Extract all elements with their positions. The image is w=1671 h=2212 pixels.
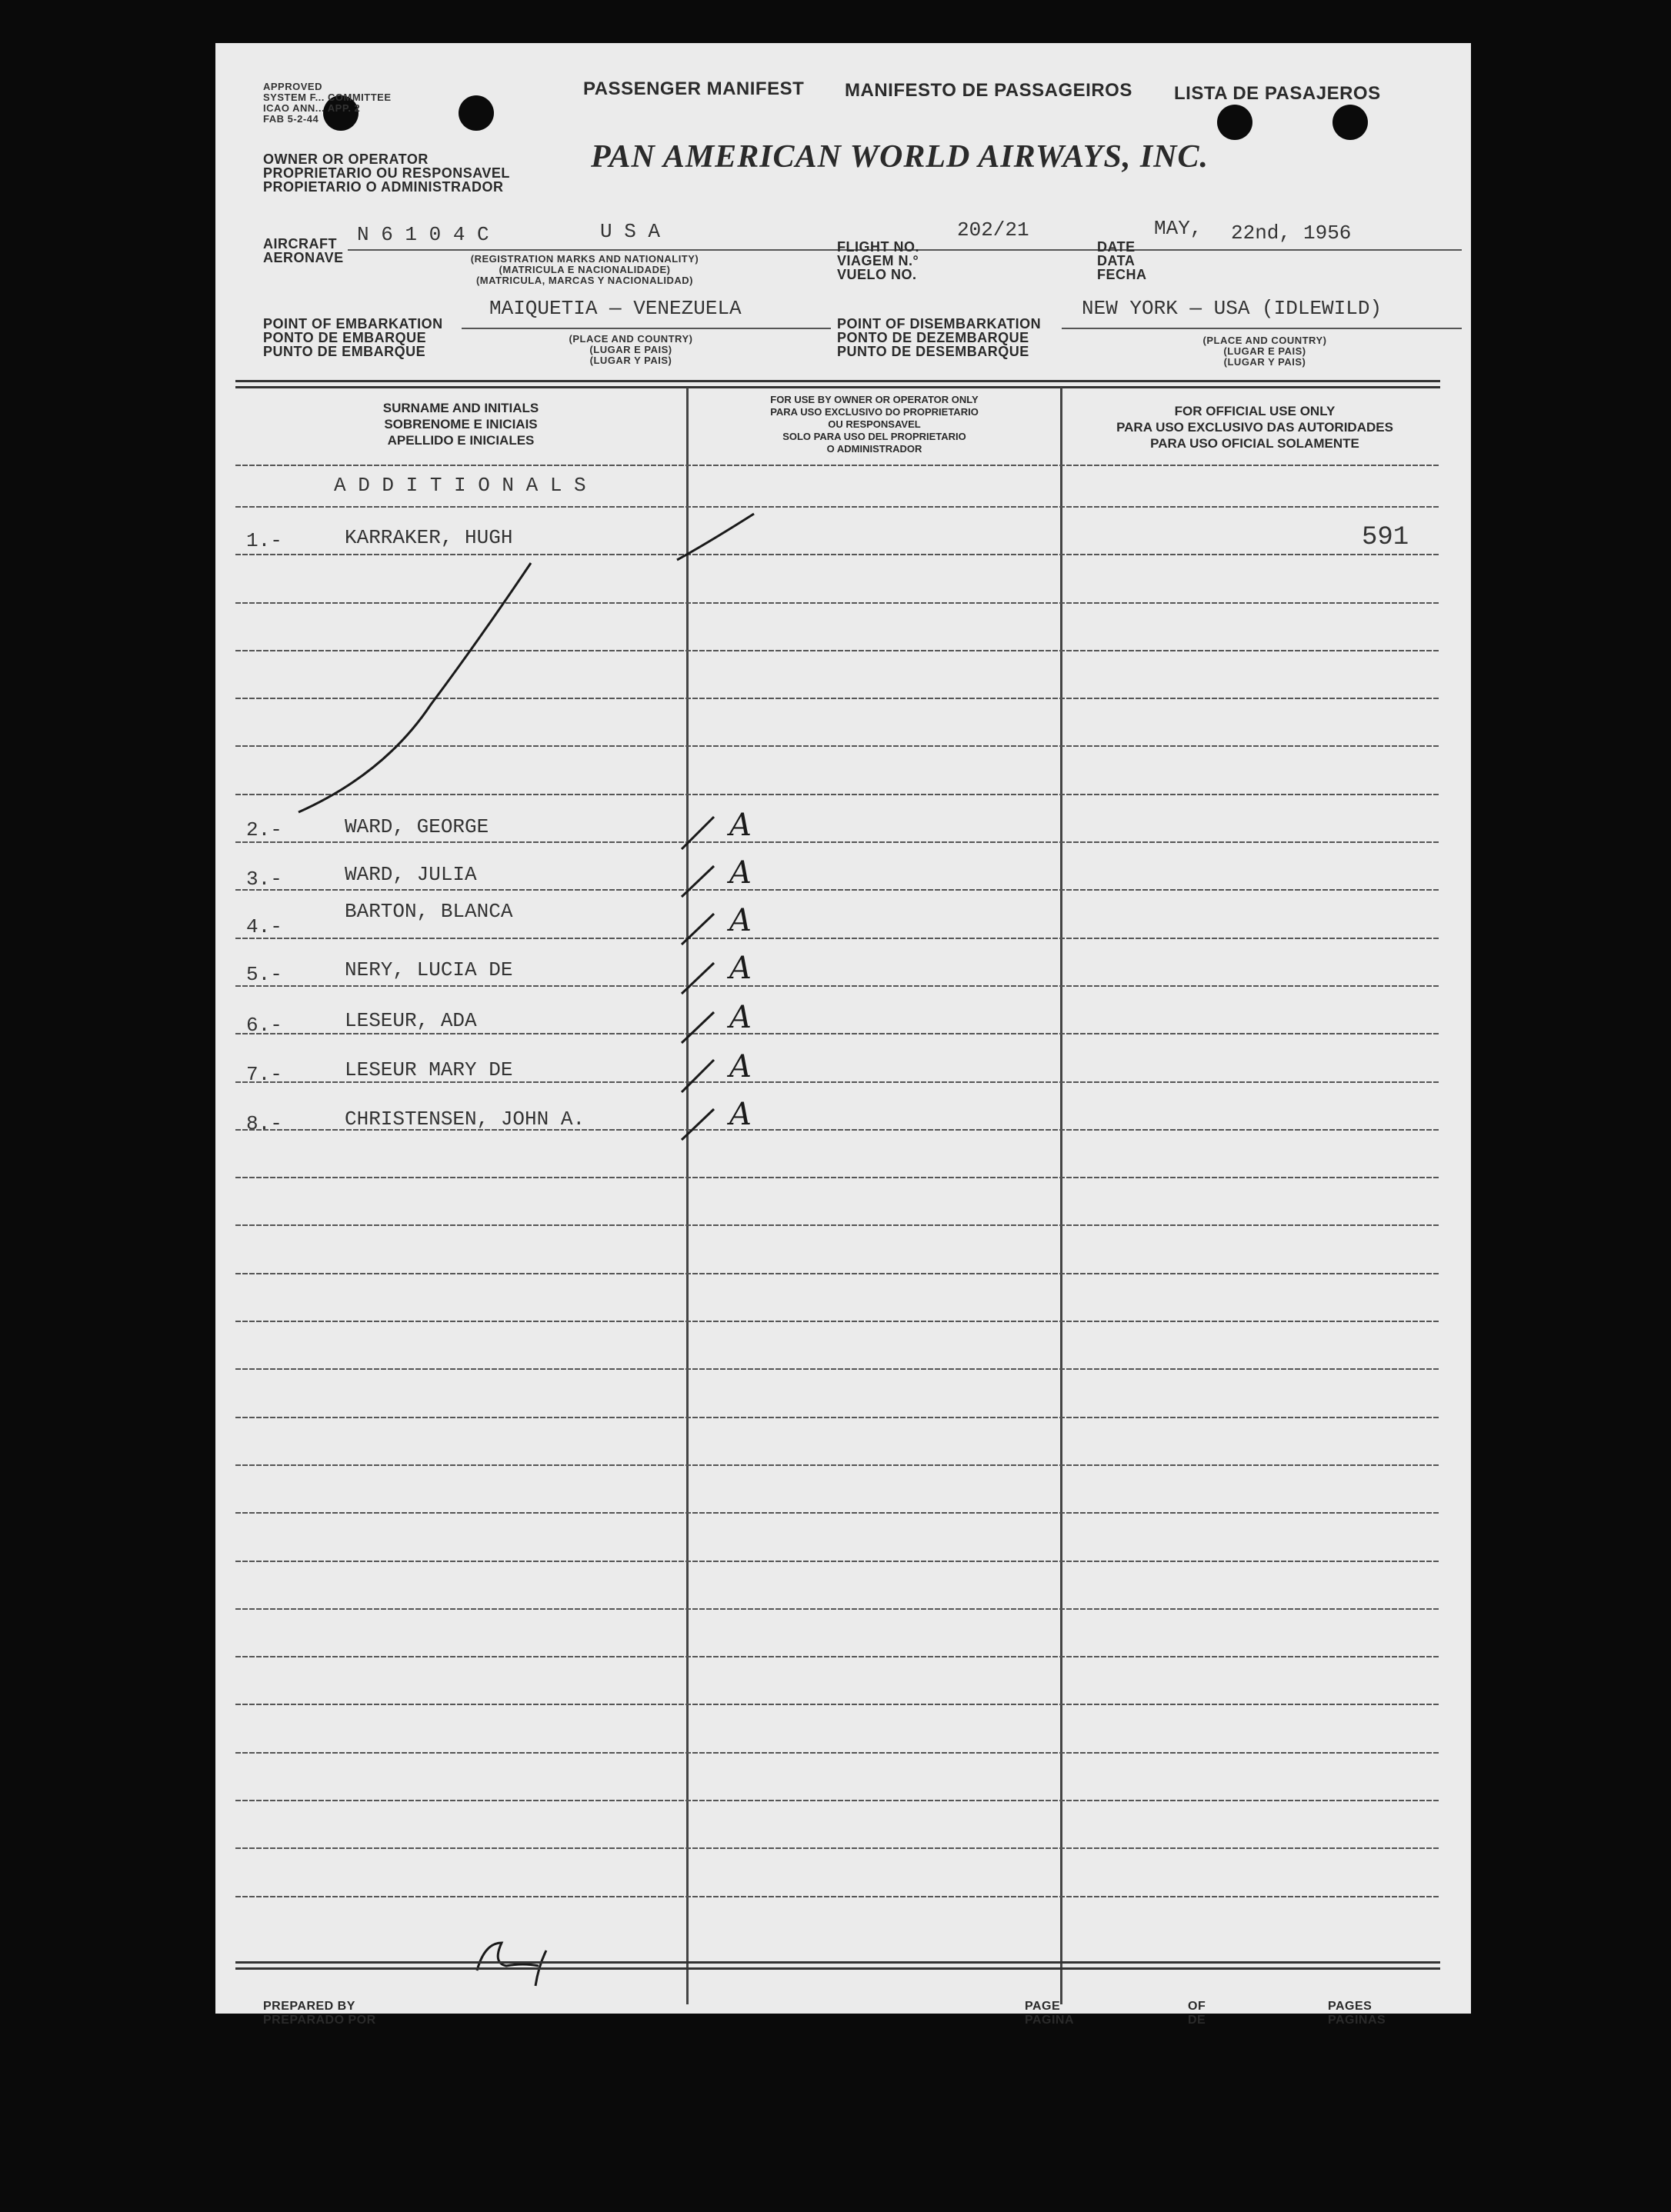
date-month: MAY,: [1154, 217, 1202, 240]
approval-line: FAB 5-2-44: [263, 113, 319, 125]
passenger-name: BARTON, BLANCA: [345, 900, 513, 923]
prepared-by-label: PREPARED BY: [263, 2000, 355, 2013]
pages-labels: [1328, 2000, 1386, 2027]
row-number: 8.-: [246, 1112, 282, 1135]
section-title: A D D I T I O N A L S: [334, 474, 586, 497]
registration-caption-line: (REGISTRATION MARKS AND NATIONALITY): [470, 253, 699, 265]
approval-line: APPROVED: [263, 81, 322, 92]
column-heading-line: FOR OFFICIAL USE ONLY: [1174, 404, 1336, 418]
flight-label: VIAGEM N.°: [837, 253, 919, 268]
owner-label: PROPRIETARIO OU RESPONSAVEL: [263, 165, 510, 181]
check-stroke: [677, 514, 754, 560]
disembarkation-label: PONTO DE DEZEMBARQUE: [837, 330, 1029, 345]
title-portuguese: MANIFESTO DE PASSAGEIROS: [845, 80, 1132, 101]
date-day: 22nd,: [1231, 222, 1292, 245]
aircraft-label: AERONAVE: [263, 250, 344, 265]
embarkation-label: PUNTO DE EMBARQUE: [263, 344, 426, 359]
of-label: DE: [1188, 2014, 1206, 2027]
check-stroke: [682, 1060, 714, 1092]
check-stroke: [682, 817, 714, 849]
column-heading-line: SURNAME AND INITIALS: [382, 401, 539, 415]
embarkation-caption-line: (LUGAR Y PAIS): [589, 355, 672, 366]
pages-label: PAGINAS: [1328, 2014, 1386, 2027]
column-heading-line: APELLIDO E INICIALES: [387, 433, 535, 448]
row-number: 6.-: [246, 1014, 282, 1037]
check-mark: A: [729, 903, 752, 938]
embarkation-caption-line: (LUGAR E PAIS): [589, 344, 672, 355]
owner-label: PROPIETARIO O ADMINISTRADOR: [263, 179, 504, 195]
passenger-name: WARD, JULIA: [345, 863, 477, 886]
date-label: DATA: [1097, 253, 1136, 268]
passenger-name: LESEUR MARY DE: [345, 1058, 513, 1081]
disembarkation-label: PUNTO DE DESEMBARQUE: [837, 344, 1029, 359]
row-number: 7.-: [246, 1063, 282, 1086]
check-stroke: [682, 866, 714, 897]
aircraft-nationality: U S A: [600, 220, 661, 243]
embarkation-caption-line: (PLACE AND COUNTRY): [569, 333, 693, 345]
check-mark: A: [729, 951, 752, 986]
handwritten-strokes: [215, 43, 1471, 2014]
date-year: 1956: [1303, 222, 1352, 245]
row-number: 5.-: [246, 963, 282, 986]
row-number: 2.-: [246, 818, 282, 841]
check-mark: A: [729, 808, 752, 843]
flight-number: 202/21: [957, 218, 1029, 242]
table-bottom-rule: [235, 1967, 1440, 1970]
title-english: PASSENGER MANIFEST: [583, 78, 805, 99]
strike-diagonal: [299, 563, 531, 812]
prepared-by-labels: [263, 2000, 376, 2027]
disembarkation-place: NEW YORK — USA (IDLEWILD): [1082, 297, 1382, 320]
date-label: DATE: [1097, 239, 1136, 255]
passenger-name: LESEUR, ADA: [345, 1009, 477, 1032]
check-stroke: [682, 914, 714, 944]
column-heading-line: PARA USO EXCLUSIVO DAS AUTORIDADES: [1116, 420, 1393, 435]
of-label: OF: [1188, 2000, 1206, 2013]
approval-line: ICAO ANN... APP. 2: [263, 102, 361, 114]
title-spanish: LISTA DE PASAJEROS: [1174, 83, 1381, 104]
aircraft-label: AIRCRAFT: [263, 236, 337, 252]
check-mark: A: [729, 1000, 752, 1035]
disembarkation-label: POINT OF DISEMBARKATION: [837, 316, 1042, 331]
prepared-by-label: PREPARADO POR: [263, 2014, 376, 2027]
flight-label: VUELO NO.: [837, 267, 917, 282]
registration-caption-line: (MATRICULA E NACIONALIDADE): [499, 264, 671, 275]
embarkation-place: MAIQUETIA — VENEZUELA: [489, 297, 742, 320]
passenger-name: KARRAKER, HUGH: [345, 526, 513, 549]
table-bottom-rule: [235, 1961, 1440, 1964]
check-stroke: [682, 1012, 714, 1043]
check-stroke: [682, 963, 714, 994]
passenger-name: CHRISTENSEN, JOHN A.: [345, 1108, 585, 1131]
row-number: 1.-: [246, 529, 282, 552]
check-mark: A: [729, 1097, 752, 1132]
of-labels: [1188, 2000, 1206, 2027]
preparer-initials: [477, 1943, 546, 1986]
passenger-name: NERY, LUCIA DE: [345, 958, 513, 981]
owner-label: OWNER OR OPERATOR: [263, 152, 429, 167]
page-label: PAGINA: [1025, 2014, 1075, 2027]
aircraft-registration: N 6 1 0 4 C: [357, 223, 489, 246]
column-heading-line: SOLO PARA USO DEL PROPRIETARIO: [782, 431, 966, 442]
row-number: 3.-: [246, 868, 282, 891]
registration-caption-line: (MATRICULA, MARCAS Y NACIONALIDAD): [475, 275, 694, 286]
embarkation-label: PONTO DE EMBARQUE: [263, 330, 427, 345]
embarkation-label: POINT OF EMBARKATION: [263, 316, 443, 331]
column-heading-line: PARA USO EXCLUSIVO DO PROPRIETARIO: [770, 406, 979, 418]
column-heading-line: OU RESPONSAVEL: [828, 418, 921, 430]
column-heading-line: FOR USE BY OWNER OR OPERATOR ONLY: [770, 394, 979, 405]
airline-name: PAN AMERICAN WORLD AIRWAYS, INC.: [591, 139, 1209, 175]
passenger-name: WARD, GEORGE: [345, 815, 489, 838]
disembarkation-caption-line: (PLACE AND COUNTRY): [1202, 335, 1327, 346]
check-mark: A: [729, 1049, 752, 1084]
disembarkation-caption-line: (LUGAR E PAIS): [1223, 345, 1306, 357]
page-labels: [1025, 2000, 1074, 2027]
page-label: PAGE: [1025, 2000, 1061, 2013]
official-number: 591: [1362, 523, 1409, 552]
pages-label: PAGES: [1328, 2000, 1372, 2013]
check-mark: A: [729, 855, 752, 891]
column-heading-line: SOBRENOME E INICIAIS: [384, 417, 538, 431]
manifest-sheet: [215, 43, 1471, 2027]
approval-line: SYSTEM F... COMMITTEE: [263, 92, 392, 103]
date-label: FECHA: [1097, 267, 1147, 282]
flight-label: FLIGHT NO.: [837, 239, 919, 255]
disembarkation-caption-line: (LUGAR Y PAIS): [1223, 356, 1306, 368]
row-number: 4.-: [246, 915, 282, 938]
column-heading-line: PARA USO OFICIAL SOLAMENTE: [1150, 436, 1359, 451]
check-stroke: [682, 1109, 714, 1140]
column-heading-line: O ADMINISTRADOR: [826, 443, 922, 455]
